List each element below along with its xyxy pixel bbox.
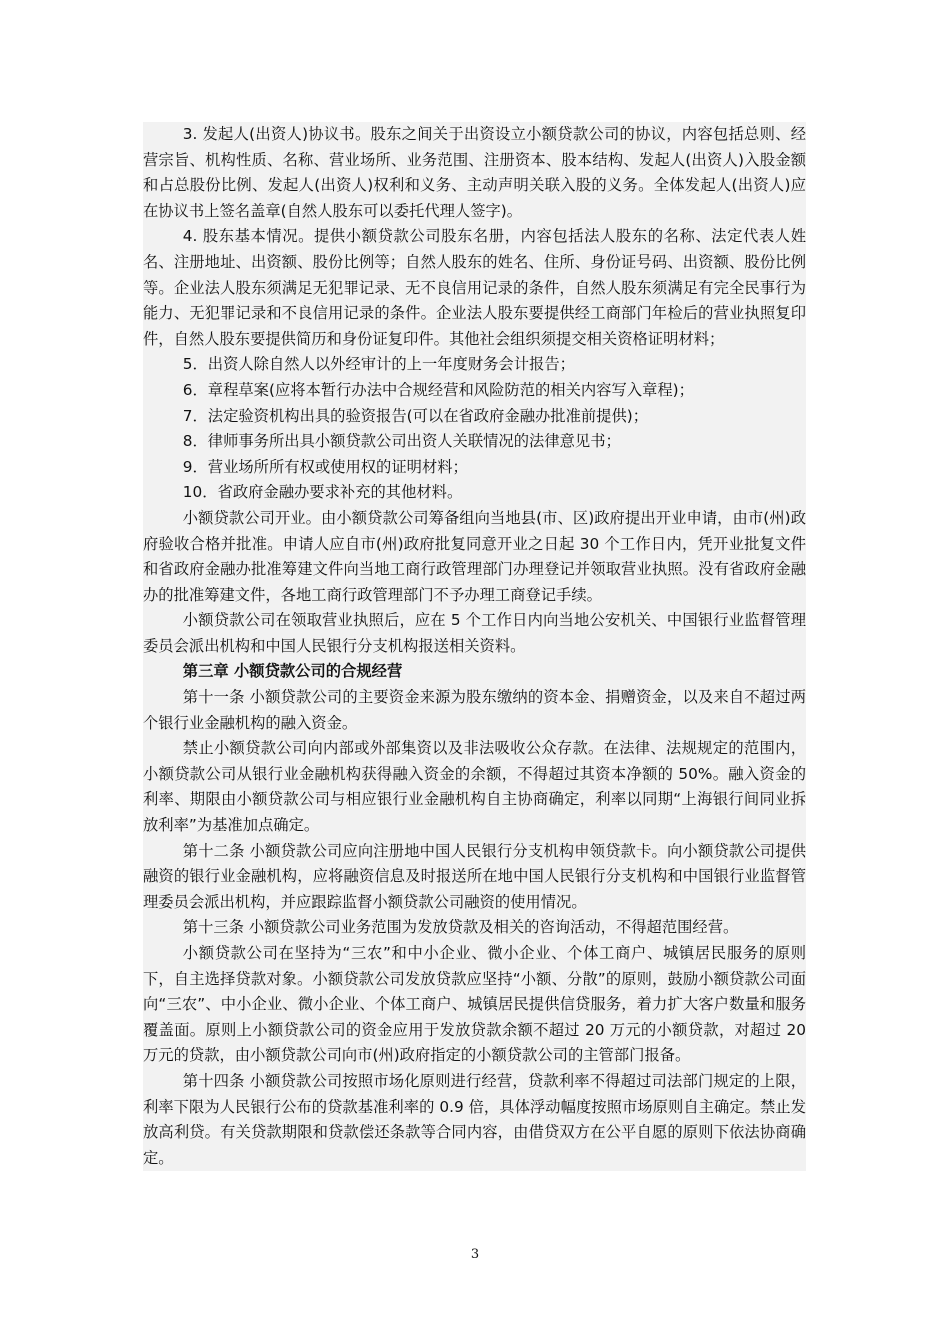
article-11: 第十一条 小额贷款公司的主要资金来源为股东缴纳的资本金、捐赠资金，以及来自不超过两个银行业金融机构的融入资金。 bbox=[143, 688, 806, 732]
paragraph-license-report: 小额贷款公司在领取营业执照后，应在 5 个工作日内向当地公安机关、中国银行业监督管理委员会派出机构和中国人民银行分支机构报送相关资料。 bbox=[143, 611, 806, 655]
article-14: 第十四条 小额贷款公司按照市场化原则进行经营，贷款利率不得超过司法部门规定的上限，利率下限为人民银行公布的贷款基准利率的 0.9 倍，具体浮动幅度按照市场原则自主确定。禁止发放高利贷。有关贷款期限和贷款偿还条款等合同内容，由借贷双方在公平自愿的原则下依法协商确定。 bbox=[143, 1071, 806, 1167]
article-13: 第十三条 小额贷款公司业务范围为发放贷款及相关的咨询活动，不得超范围经营。 bbox=[182, 918, 739, 937]
paragraph-funding-limits: 禁止小额贷款公司向内部或外部集资以及非法吸收公众存款。在法律、法规规定的范围内，小额贷款公司从银行业金融机构获得融入资金的余额，不得超过其资本净额的 50%。融入资金的利率、期限由小额贷款公司与相应银行业金融机构自主协商确定，利率以同期“上海银行间同业拆放利率”为基准加点确定。 bbox=[143, 739, 806, 835]
paragraph-item-9: 9．营业场所所有权或使用权的证明材料； bbox=[182, 457, 468, 476]
paragraph-opening: 小额贷款公司开业。由小额贷款公司筹备组向当地县(市、区)政府提出开业申请，由市(州)政府验收合格并批准。申请人应自市(州)政府批复同意开业之日起 30 个工作日内，凭开业批复文件和省政府金融办批准筹建文件向当地工商行政管理部门办理登记并领取营业执照。没有省政府金融办的批准筹建文件，各地工商行政管理部门不予办理工商登记手续。 bbox=[143, 508, 806, 604]
paragraph-item-7: 7．法定验资机构出具的验资报告(可以在省政府金融办批准前提供)； bbox=[182, 406, 649, 425]
document-body bbox=[143, 122, 806, 1171]
paragraph-item-4: 4. 股东基本情况。提供小额贷款公司股东名册，内容包括法人股东的名称、法定代表人姓名、注册地址、出资额、股份比例等；自然人股东的姓名、住所、身份证号码、出资额、股份比例等。企业法人股东须满足无犯罪记录、无不良信用记录的条件，自然人股东须满足有完全民事行为能力、无犯罪记录和不良信用记录的条件。企业法人股东要提供经工商部门年检后的营业执照复印件，自然人股东要提供简历和身份证复印件。其他社会组织须提交相关资格证明材料； bbox=[143, 227, 806, 348]
paragraph-item-6: 6．章程草案(应将本暂行办法中合规经营和风险防范的相关内容写入章程)； bbox=[182, 380, 694, 399]
chapter-heading: 第三章 小额贷款公司的合规经营 bbox=[182, 662, 403, 681]
paragraph-loan-targets: 小额贷款公司在坚持为“三农”和中小企业、微小企业、个体工商户、城镇居民服务的原则下，自主选择贷款对象。小额贷款公司发放贷款应坚持“小额、分散”的原则，鼓励小额贷款公司面向“三农”、中小企业、微小企业、个体工商户、城镇居民提供信贷服务，着力扩大客户数量和服务覆盖面。原则上小额贷款公司的资金应用于发放贷款余额不超过 20 万元的小额贷款，对超过 20 万元的贷款，由小额贷款公司向市(州)政府指定的小额贷款公司的主管部门报备。 bbox=[143, 944, 806, 1065]
paragraph-item-8: 8．律师事务所出具小额贷款公司出资人关联情况的法律意见书； bbox=[182, 432, 621, 451]
article-12: 第十二条 小额贷款公司应向注册地中国人民银行分支机构申领贷款卡。向小额贷款公司提供融资的银行业金融机构，应将融资信息及时报送所在地中国人民银行分支机构和中国银行业监督管理委员会派出机构，并应跟踪监督小额贷款公司融资的使用情况。 bbox=[143, 841, 806, 911]
paragraph-item-5: 5．出资人除自然人以外经审计的上一年度财务会计报告； bbox=[182, 355, 575, 374]
page-number: 3 bbox=[470, 1247, 480, 1262]
paragraph-item-3: 3. 发起人(出资人)协议书。股东之间关于出资设立小额贷款公司的协议，内容包括总则、经营宗旨、机构性质、名称、营业场所、业务范围、注册资本、股本结构、发起人(出资人)入股金额和占总股份比例、发起人(出资人)权利和义务、主动声明关联入股的义务。全体发起人(出资人)应在协议书上签名盖章(自然人股东可以委托代理人签字)。 bbox=[143, 125, 806, 220]
paragraph-item-10: 10．省政府金融办要求补充的其他材料。 bbox=[182, 483, 463, 502]
